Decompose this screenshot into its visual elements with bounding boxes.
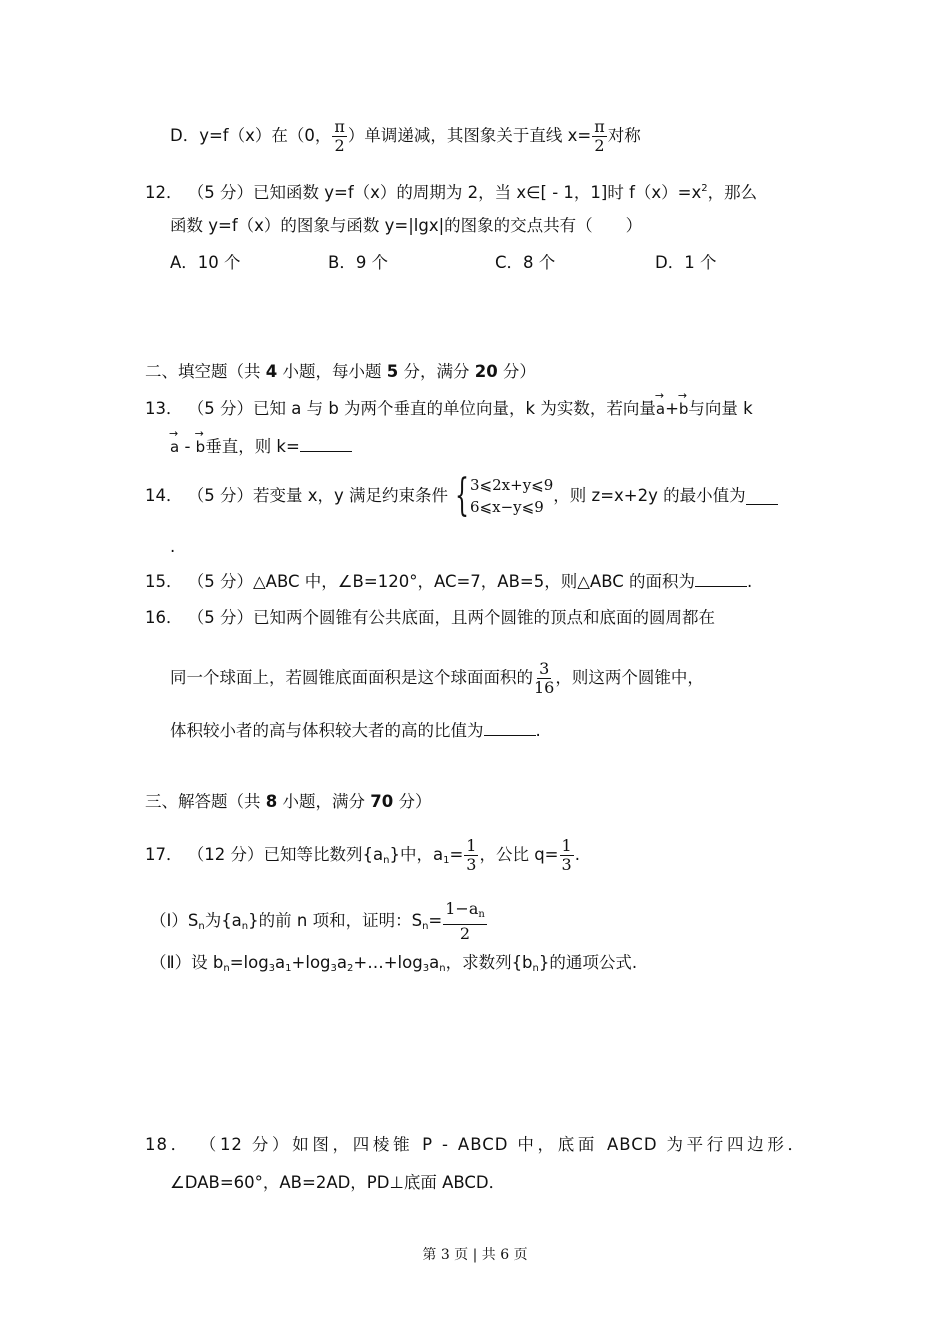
numerator: π (594, 117, 605, 136)
text: 垂直，则 k= (205, 437, 300, 456)
q12-option-c: C．8 个 (495, 253, 556, 272)
text: 为{a (204, 911, 242, 930)
subscript: n (241, 921, 249, 932)
text: 分） (497, 362, 536, 381)
text: 小题，满分 (277, 792, 371, 811)
q14-line1 (145, 472, 778, 520)
q13-line1 (145, 398, 753, 420)
text: a (336, 953, 348, 972)
fraction-1-3 (560, 837, 574, 874)
question-number: 15． (145, 572, 183, 591)
text: a (275, 953, 286, 972)
subscript: n (422, 921, 429, 932)
question-number: 13． (145, 399, 183, 418)
text: 与向量 k (688, 399, 753, 418)
numerator: 3 (539, 659, 550, 678)
text: . (574, 845, 580, 864)
text: y=f（x）在（0， (199, 126, 332, 145)
subscript: 1 (285, 963, 292, 974)
subscript: n (383, 855, 390, 866)
text: （Ⅱ）设 b (150, 953, 224, 972)
text: }的前 n 项和，证明：S (248, 911, 423, 930)
subscript: 3 (268, 963, 276, 974)
text: （5 分）已知两个圆锥有公共底面，且两个圆锥的顶点和底面的圆周都在 (187, 608, 715, 627)
total-points: 70 (370, 792, 394, 811)
vector-b: → b (196, 436, 206, 458)
question-number: 12． (145, 183, 183, 202)
text: （5 分）△ABC 中，∠B=120°，AC=7，AB=5，则△ABC 的面积为 (187, 572, 695, 591)
denominator: 2 (459, 924, 471, 943)
text: +…+log (353, 953, 423, 972)
text: （5 分）已知 a 与 b 为两个垂直的单位向量，k 为实数，若向量 (187, 399, 656, 418)
subscript: 2 (347, 963, 354, 974)
subscript: n (532, 963, 539, 974)
q12-option-a: A．10 个 (170, 253, 241, 272)
q15 (145, 570, 752, 593)
q17-part2 (150, 952, 637, 980)
numerator: 1 (466, 836, 477, 855)
constraint-2: 6⩽x−y⩽9 (470, 498, 544, 516)
question-number: 14． (145, 486, 183, 505)
numerator (443, 900, 487, 925)
text: （Ⅰ）S (150, 911, 199, 930)
vector-b: → b (679, 398, 689, 420)
denominator: 2 (594, 136, 605, 155)
text: 二、填空题（共 (145, 362, 266, 381)
subscript: 3 (422, 963, 430, 974)
text: }的通项公式. (538, 953, 638, 972)
text: 体积较小者的高与体积较大者的高的比值为 (170, 721, 484, 740)
question-number: 17． (145, 845, 183, 864)
denominator: 3 (561, 855, 572, 874)
fraction-3-16 (534, 660, 554, 697)
numerator: π (334, 117, 345, 136)
text: （5 分）若变量 x，y 满足约束条件 (187, 486, 449, 505)
constraint-1: 3⩽2x+y⩽9 (470, 476, 554, 494)
denominator: 2 (334, 136, 345, 155)
text: ，求数列{b (445, 953, 533, 972)
count: 8 (265, 792, 278, 811)
brace: { (455, 470, 470, 521)
q16-line2 (170, 660, 704, 697)
text: 对称 (607, 126, 641, 145)
text: 同一个球面上，若圆锥底面面积是这个球面面积的 (170, 668, 533, 687)
question-number: 18． (145, 1135, 191, 1154)
option-label: D． (170, 126, 200, 145)
text: + (665, 399, 679, 418)
text: ，则 z=x+2y 的最小值为 (553, 486, 746, 505)
fraction-pi-over-2 (332, 118, 347, 155)
subscript: n (223, 963, 230, 974)
text: = (449, 845, 464, 864)
q17-line1 (145, 837, 580, 874)
constraint-system (448, 470, 554, 521)
fraction-sn (443, 900, 487, 943)
q16-line3 (170, 719, 541, 742)
vector-a: → a (170, 436, 179, 458)
text: ，那么 (707, 183, 758, 202)
subscript: n (198, 921, 205, 932)
fraction-1-3 (464, 837, 478, 874)
q12-option-d: D．1 个 (655, 253, 717, 272)
text: ，公比 q= (479, 845, 559, 864)
text: 分） (393, 792, 432, 811)
text: . (535, 721, 541, 740)
text: 小题，每小题 (277, 362, 387, 381)
q14-dot: . (170, 537, 176, 556)
text: = (428, 911, 443, 930)
text: （12 分）已知等比数列{a (187, 845, 384, 864)
q18-line1 (145, 1134, 805, 1156)
section-2-heading (145, 361, 536, 383)
q16-line1 (145, 607, 715, 629)
q11-option-d (170, 118, 641, 155)
text: 分，满分 (398, 362, 475, 381)
count: 4 (265, 362, 278, 381)
text: a (429, 953, 440, 972)
q12-line2: 函数 y=f（x）的图象与函数 y=|lgx|的图象的交点共有（ ） (170, 216, 643, 235)
section-3-heading (145, 791, 431, 813)
q18-line2: ∠DAB=60°，AB=2AD，PD⊥底面 ABCD． (170, 1173, 506, 1192)
text: =log (229, 953, 269, 972)
subscript: 1 (443, 855, 450, 866)
answer-blank (484, 719, 536, 736)
text: +log (291, 953, 331, 972)
text: ）单调递减，其图象关于直线 x= (347, 126, 592, 145)
q17-part1 (150, 900, 488, 943)
denominator: 3 (466, 855, 477, 874)
numerator: 1 (561, 836, 572, 855)
question-number: 16． (145, 608, 183, 627)
subscript: n (478, 909, 485, 920)
text: 1−a (445, 899, 479, 918)
vector-a: → a (656, 398, 665, 420)
page-footer: 第 3 页 | 共 6 页 (422, 1247, 528, 1263)
answer-blank (695, 570, 747, 587)
subscript: 3 (330, 963, 337, 974)
text: ，则这两个圆锥中， (555, 668, 704, 687)
text: （5 分）已知函数 y=f（x）的周期为 2，当 x∈[ - 1，1]时 f（x）=x (187, 183, 702, 202)
fraction-pi-over-2 (592, 118, 607, 155)
text: 三、解答题（共 (145, 792, 266, 811)
answer-blank (746, 488, 778, 505)
total-points: 20 (474, 362, 498, 381)
points-each: 5 (386, 362, 399, 381)
text: - (179, 437, 196, 456)
text: . (747, 572, 753, 591)
denominator: 16 (534, 678, 555, 697)
subscript: n (439, 963, 446, 974)
text: （12 分）如图，四棱锥 P - ABCD 中，底面 ABCD 为平行四边形． (199, 1135, 805, 1154)
answer-blank (300, 435, 352, 452)
superscript: 2 (701, 183, 708, 194)
q13-line2 (170, 435, 352, 458)
q12-option-b: B．9 个 (328, 253, 389, 272)
q12-line1 (145, 178, 757, 204)
text: }中，a (389, 845, 444, 864)
